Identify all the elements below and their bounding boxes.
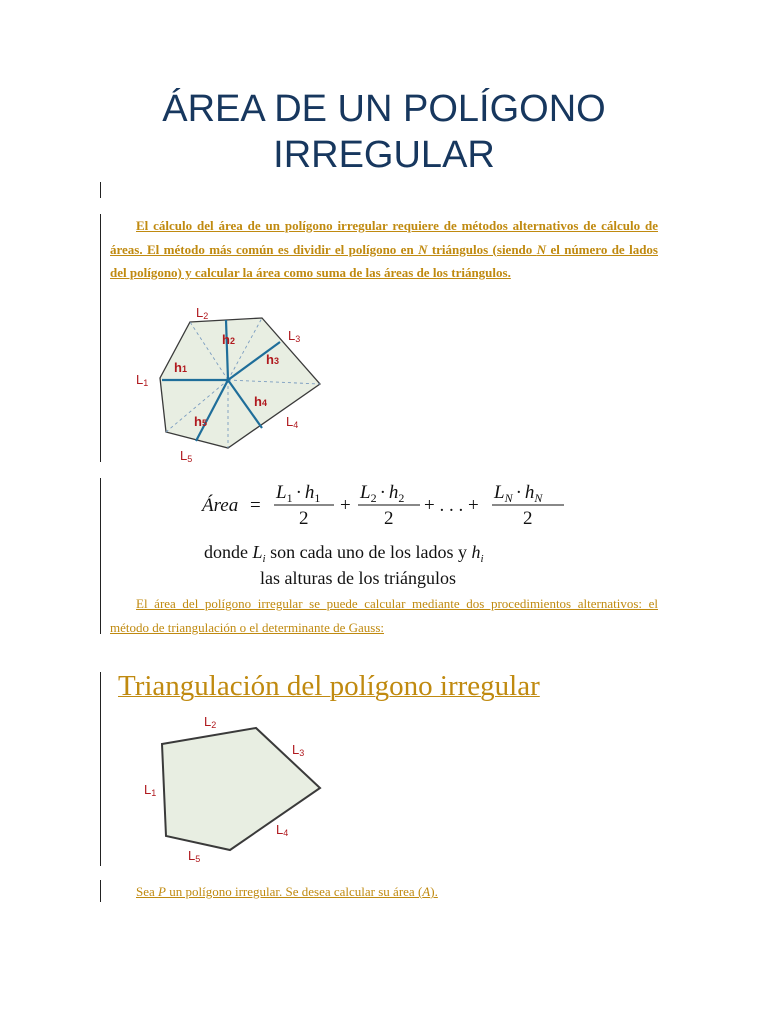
formula-term1-denominator: 2 <box>299 508 309 529</box>
formula-plus: + <box>340 495 351 516</box>
section-heading-triangulation[interactable]: Triangulación del polígono irregular <box>118 670 540 702</box>
formula-term1-numerator: $L_1 \cdot h_1$ <box>276 482 321 505</box>
label-L3: L3 <box>292 742 305 758</box>
edit-marker <box>100 880 101 902</box>
triangulated-polygon-figure <box>130 302 330 470</box>
label-L5: L5 <box>188 848 201 864</box>
methods-paragraph[interactable]: El área del polígono irregular se puede calcular mediante dos procedimientos alternativos: el método de triangulación o el determinante de Gauss: <box>110 596 658 635</box>
formula-term2-denominator: 2 <box>384 508 394 529</box>
label-h5: h5 <box>194 414 207 429</box>
formula-termN-numerator: $L_N \cdot h_N$ <box>494 482 543 505</box>
definition-line[interactable]: Sea P un polígono irregular. Se desea calcular su área (A). <box>136 884 438 899</box>
label-L3: L3 <box>288 328 301 344</box>
title-line-2: IRREGULAR <box>273 134 495 176</box>
edit-marker <box>100 214 101 462</box>
formula-equals: = <box>250 495 261 516</box>
label-L4: L4 <box>286 414 299 430</box>
formula-ellipsis: + . . . + <box>424 495 479 516</box>
formula-lhs: Área <box>202 495 239 516</box>
label-L2: L2 <box>196 305 209 321</box>
label-h3: h3 <box>266 352 279 367</box>
label-L1: L1 <box>136 372 149 388</box>
formula-termN-denominator: 2 <box>523 508 533 529</box>
formula-caption-line-1: donde $L_i$ son cada uno de los lados y $h_i$ <box>204 542 484 565</box>
edit-marker <box>100 478 101 634</box>
label-L2: L2 <box>204 714 217 730</box>
label-L4: L4 <box>276 822 289 838</box>
label-L1: L1 <box>144 782 157 798</box>
label-L5: L5 <box>180 448 193 464</box>
formula-caption-line-2: las alturas de los triángulos <box>260 568 456 588</box>
title-line-1: ÁREA DE UN POLÍGONO <box>162 88 606 130</box>
label-h4: h4 <box>254 394 267 409</box>
area-formula <box>200 478 580 594</box>
label-h2: h2 <box>222 332 235 347</box>
formula-term2-numerator: $L_2 \cdot h_2$ <box>360 482 405 505</box>
edit-marker <box>100 182 101 198</box>
intro-paragraph[interactable]: El cálculo del área de un polígono irregular requiere de métodos alternativos de cálculo de áreas. El método más común es dividir el polígono en N triángulos (siendo N el número de lados del polígono) y calcular la área como suma de las áreas de los triángulos. <box>110 218 658 280</box>
page-title <box>100 86 668 178</box>
irregular-polygon-figure <box>134 710 334 870</box>
label-h1: h1 <box>174 360 187 375</box>
edit-marker <box>100 672 101 866</box>
